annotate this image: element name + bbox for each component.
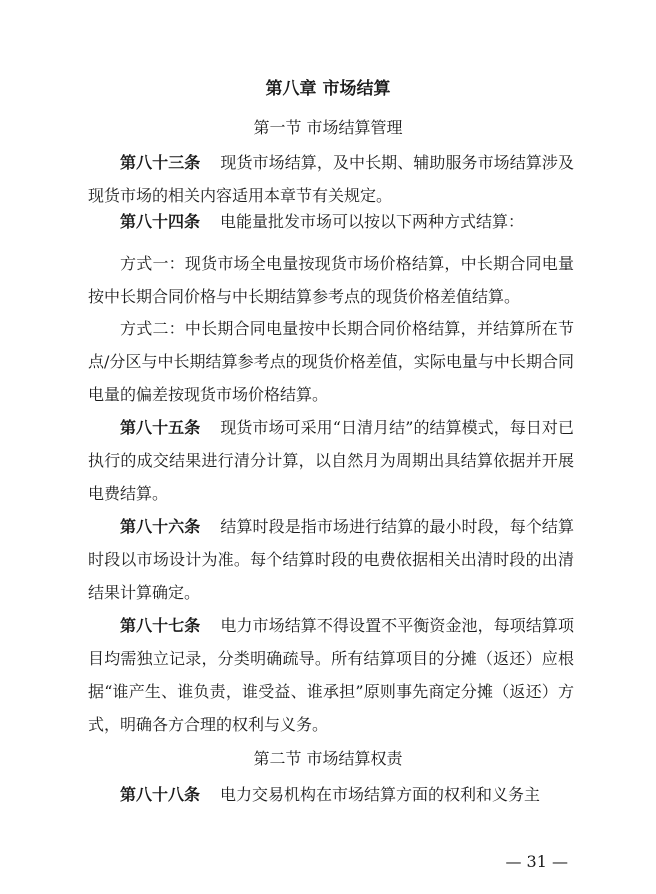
method-text: 方式一：现货市场全电量按现货市场价格结算，中长期合同电量按中长期合同价格与中长期结算参考点的现货价格差值结算。: [88, 254, 574, 306]
article-text: 现货市场结算，及中长期、辅助服务市场结算涉及现货市场的相关内容适用本章节有关规定。: [88, 153, 574, 205]
article-text: 结算时段是指市场进行结算的最小时段，每个结算时段以市场设计为准。每个结算时段的电费依据相关出清时段的出清结果计算确定。: [88, 517, 574, 602]
article-number: 第八十三条: [120, 153, 201, 172]
article-number: 第八十七条: [120, 616, 201, 635]
article-text: 电力交易机构在市场结算方面的权利和义务主: [220, 785, 541, 804]
article-text: 电力市场结算不得设置不平衡资金池，每项结算项目均需独立记录，分类明确疏导。所有结算项目的分摊（返还）应根据“谁产生、谁负责，谁受益、谁承担”原则事先商定分摊（返还）方式，明确各方合理的权利与义务。: [88, 616, 574, 734]
article-87: [88, 609, 574, 741]
article-85: [88, 411, 574, 510]
method-one: [88, 247, 574, 313]
article-number: 第八十四条: [120, 212, 201, 231]
article-number: 第八十五条: [120, 418, 201, 437]
method-text: 方式二：中长期合同电量按中长期合同价格结算，并结算所在节点/分区与中长期结算参考点的现货价格差值，实际电量与中长期合同电量的偏差按现货市场价格结算。: [88, 319, 574, 404]
article-text: 现货市场可采用“日清月结”的结算模式，每日对已执行的成交结果进行清分计算，以自然月为周期出具结算依据并开展电费结算。: [88, 418, 574, 503]
page-number: — 31 —: [505, 852, 568, 871]
article-86: [88, 510, 574, 609]
article-84: [88, 205, 574, 238]
article-83: [88, 146, 574, 212]
article-number: 第八十六条: [120, 517, 201, 536]
chapter-title: 第八章 市场结算: [265, 79, 391, 99]
section-title: 第二节 市场结算权责: [253, 749, 403, 768]
method-two: [88, 312, 574, 411]
section-title: 第一节 市场结算管理: [253, 118, 403, 137]
article-number: 第八十八条: [120, 785, 201, 804]
article-text: 电能量批发市场可以按以下两种方式结算：: [220, 212, 525, 231]
article-88: [88, 778, 574, 811]
